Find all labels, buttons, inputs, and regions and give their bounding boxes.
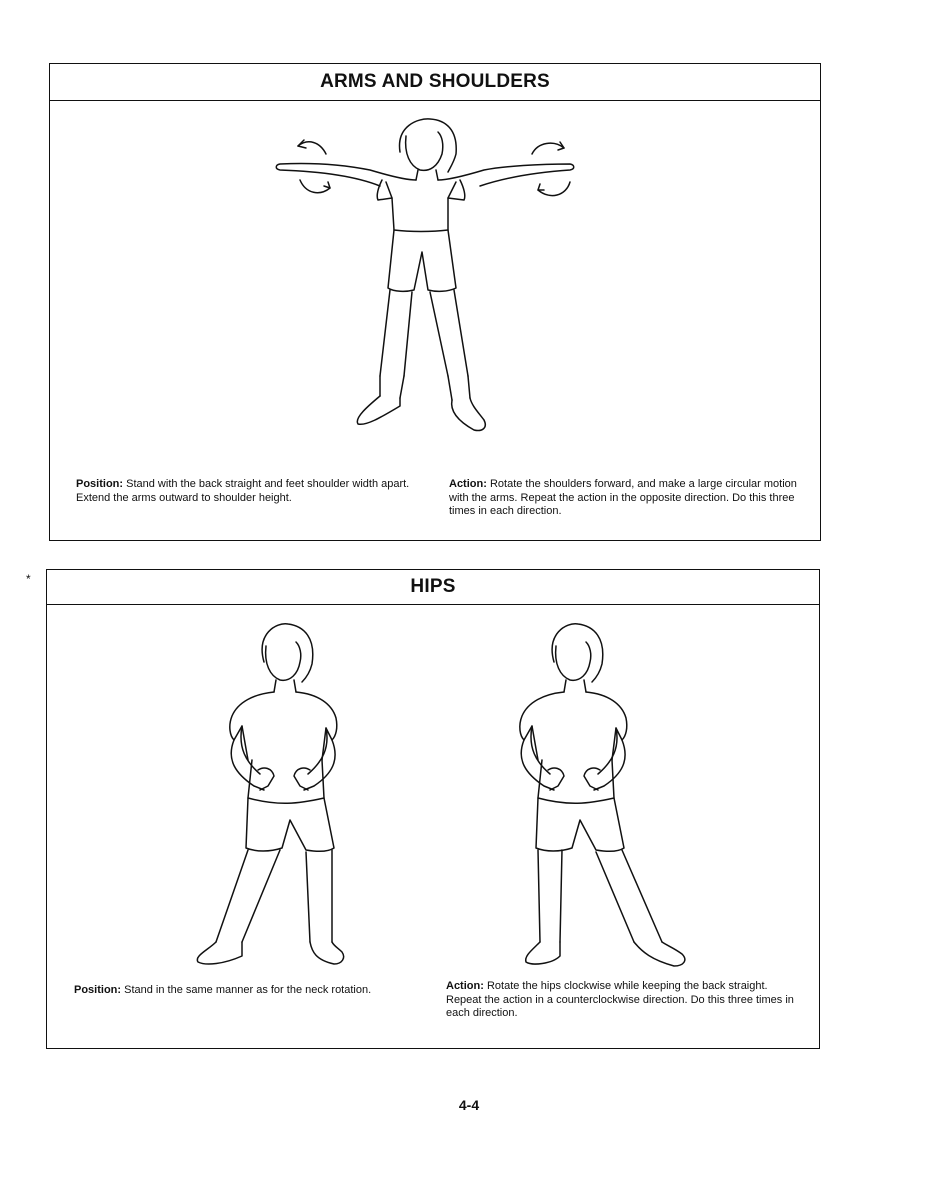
hips-title: HIPS [47, 570, 819, 605]
arms-action-text [449, 478, 799, 519]
arms-shoulders-title: ARMS AND SHOULDERS [50, 64, 820, 101]
hips-position-label: Position: [74, 984, 122, 996]
arms-position-label: Position: [76, 478, 124, 490]
hips-panel [46, 569, 820, 1049]
arms-action-body: Rotate the shoulders forward, and make a large circular motion with the arms. Repeat the action in the opposite direction. Do this three times in each direction. [449, 478, 797, 517]
margin-asterisk: * [26, 572, 31, 586]
arms-position-text [76, 478, 426, 505]
page-number: 4-4 [458, 1097, 480, 1113]
hips-position-text [74, 984, 434, 998]
hips-figure-right [462, 620, 702, 970]
hips-action-body: Rotate the hips clockwise while keeping the back straight. Repeat the action in a counterclockwise direction. Do this three times in each direction. [446, 980, 794, 1019]
hips-figure-left [172, 620, 372, 970]
arms-action-label: Action: [449, 478, 487, 490]
arms-position-body: Stand with the back straight and feet shoulder width apart. Extend the arms outward to shoulder height. [76, 478, 410, 504]
hips-position-body: Stand in the same manner as for the neck rotation. [124, 984, 372, 996]
hips-action-label: Action: [446, 980, 484, 992]
arms-shoulders-panel [49, 63, 821, 541]
hips-action-text [446, 980, 796, 1021]
arms-extended-figure [270, 114, 600, 444]
